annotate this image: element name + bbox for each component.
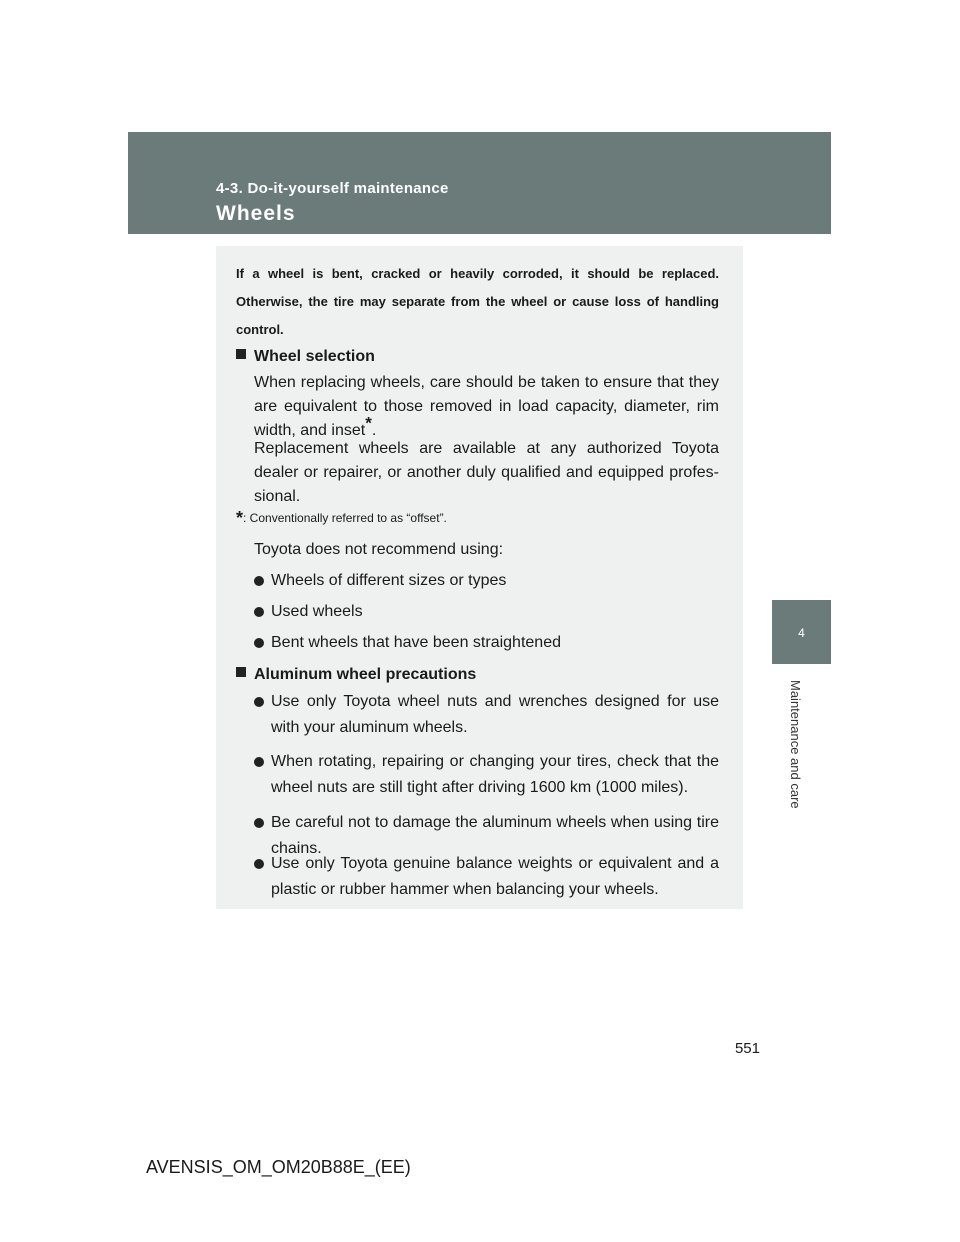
- chapter-label: Maintenance and care: [788, 680, 803, 809]
- list-item: When rotating, repairing or changing your tires, check that the wheel nuts are still tight after driving 1600 km (1000 miles).: [254, 749, 719, 801]
- list-item: Use only Toyota wheel nuts and wrenches designed for use with your aluminum wheels.: [254, 689, 719, 741]
- section-label: 4-3. Do-it-yourself maintenance: [216, 180, 449, 197]
- replacement-paragraph: Replacement wheels are available at any authorized Toyota dealer or repairer, or another duly qualified and equipped profes-sional.: [254, 440, 719, 505]
- list-item: Used wheels: [254, 599, 719, 625]
- aluminum-heading: Aluminum wheel precautions: [236, 664, 716, 686]
- page-title: Wheels: [216, 202, 296, 225]
- list-item: Use only Toyota genuine balance weights or equivalent and a plastic or rubber hammer when balancing your wheels.: [254, 851, 719, 903]
- round-bullet-icon: [254, 607, 264, 617]
- intro-text: If a wheel is bent, cracked or heavily corroded, it should be replaced. Otherwise, the tire may separate from the wheel or cause loss of handling control.: [236, 266, 719, 337]
- chapter-tab: [772, 600, 831, 664]
- content-box: [216, 246, 743, 909]
- list-item: Bent wheels that have been straightened: [254, 630, 719, 656]
- wheel-selection-paragraph: When replacing wheels, care should be taken to ensure that they are equivalent to those removed in load capacity, diameter, rim width, and inset*.: [254, 374, 719, 439]
- footnote: *: Conventionally referred to as “offset”.: [236, 508, 447, 528]
- header-band: [128, 132, 831, 234]
- square-bullet-icon: [236, 667, 246, 677]
- list-item: Wheels of different sizes or types: [254, 568, 719, 594]
- round-bullet-icon: [254, 697, 264, 707]
- square-bullet-icon: [236, 349, 246, 359]
- chapter-number: 4: [798, 626, 805, 640]
- round-bullet-icon: [254, 638, 264, 648]
- footnote-asterisk: *: [236, 508, 244, 528]
- round-bullet-icon: [254, 818, 264, 828]
- list-item: Be careful not to damage the aluminum wheels when using tire chains.: [254, 810, 719, 862]
- page-number: 551: [734, 1040, 760, 1057]
- round-bullet-icon: [254, 757, 264, 767]
- asterisk-mark: *: [365, 413, 372, 433]
- round-bullet-icon: [254, 576, 264, 586]
- document-code: AVENSIS_OM_OM20B88E_(EE): [146, 1157, 411, 1177]
- round-bullet-icon: [254, 859, 264, 869]
- wheel-selection-heading: Wheel selection: [236, 346, 716, 368]
- not-recommend-text: Toyota does not recommend using:: [254, 541, 504, 558]
